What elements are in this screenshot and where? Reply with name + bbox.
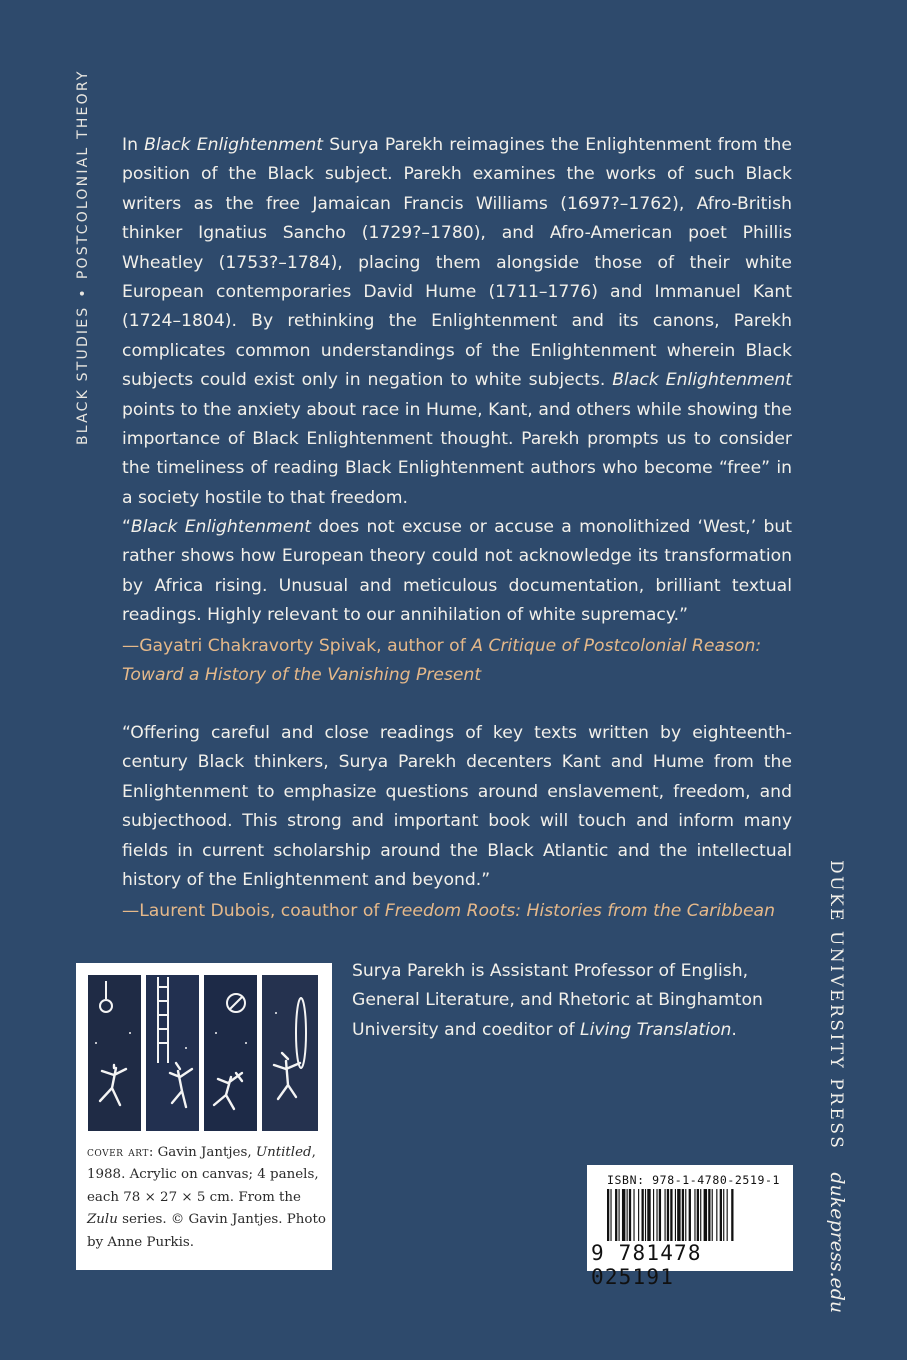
barcode-bar [607, 1189, 609, 1241]
barcode-bars [591, 1189, 789, 1243]
barcode-bar [704, 1189, 707, 1241]
book-title: Black Enlightenment [612, 370, 792, 391]
barcode-bar [629, 1189, 631, 1241]
quote-text: does not excuse or accuse a monolithized ‘West,’ but rather shows how European theory could not acknowledge its transformation by Africa rising. Unusual and meticulous documentation, brilliant textual readings. Highly relevant to our annihilation of white supremacy.” [122, 517, 792, 626]
barcode-bar [700, 1189, 701, 1241]
cover-art-caption [87, 1142, 327, 1254]
isbn-label: ISBN: 978-1-4780-2519-1 [607, 1173, 781, 1187]
barcode-bar [697, 1189, 699, 1241]
series-name: Zulu [87, 1212, 118, 1228]
isbn-barcode [587, 1165, 793, 1289]
bio-work-title: Living Translation [580, 1019, 732, 1040]
barcode-bar [656, 1189, 657, 1241]
barcode-bar [622, 1189, 625, 1241]
barcode-bar [610, 1189, 611, 1241]
publisher-name: DUKE UNIVERSITY PRESS [826, 860, 846, 1151]
cover-art-label: cover art [87, 1145, 149, 1160]
barcode-bar [653, 1189, 654, 1241]
book-title: Black Enlightenment [130, 517, 311, 537]
book-title: Black Enlightenment [144, 135, 324, 155]
barcode-bar [659, 1189, 661, 1241]
category-separator: • [75, 287, 91, 298]
barcode-bar [708, 1189, 710, 1241]
barcode-bar [638, 1189, 639, 1241]
barcode-bar [723, 1189, 724, 1241]
quote-author-work: Freedom Roots: Histories from the Caribbean [384, 901, 775, 921]
bio-text: Surya Parekh is Assistant Professor of English, General Literature, and Rhetoric at Binghamton University and coeditor of [352, 961, 763, 1040]
barcode-digits: 9 781478 025191 [591, 1241, 702, 1289]
barcode-bar [731, 1189, 733, 1241]
book-description [122, 131, 792, 513]
barcode-bar [727, 1189, 728, 1241]
description-part-2: points to the anxiety about race in Hume, Kant, and others while showing the importance of Black Enlightenment thought. Parekh prompts us to consider the timeliness of reading Black Enlightenment authors who become “free” in a society hostile to that freedom. [122, 399, 792, 508]
barcode-bar [645, 1189, 646, 1241]
quote-mark: “ [122, 517, 131, 537]
barcode-bar [675, 1189, 676, 1241]
endorsement-attribution-1 [122, 632, 802, 691]
barcode-bar [633, 1189, 634, 1241]
cover-art-image [86, 973, 322, 1133]
spine-right [815, 860, 859, 1314]
barcode-bar [682, 1189, 684, 1241]
caption-text: : Gavin Jantjes, [148, 1145, 256, 1160]
barcode-bar [685, 1189, 686, 1241]
barcode-bar [627, 1189, 628, 1241]
caption-text: series. © Gavin Jantjes. Photo by Anne Purkis. [87, 1212, 326, 1250]
bio-end: . [731, 1019, 737, 1040]
caption-text: , 1988. Acrylic on canvas; 4 panels, each 78 × 27 × 5 cm. From the [87, 1145, 319, 1205]
quote-author: —Gayatri Chakravorty Spivak, author of [122, 636, 472, 656]
endorsement-attribution-2 [122, 897, 802, 926]
description-part-1: Surya Parekh reimagines the Enlightenment from the position of the Black subject. Parekh examines the works of such Black writers as the free Jamaican Francis Williams (1697?–1762), Afro-British thinker Ignatius Sancho (1729?–1780), and Afro-American poet Phillis Wheatley (1753?–1784), placing them alongside those of their white European contemporaries David Hume (1711–1776) and Immanuel Kant (1724–1804). By rethinking the Enlightenment and its canons, Parekh complicates common understandings of the Enlightenment wherein Black subjects could exist only in negation to white subjects. [122, 135, 792, 391]
category-postcolonial-theory: POSTCOLONIAL THEORY [75, 69, 91, 280]
barcode-bar [647, 1189, 650, 1241]
quote-author: —Laurent Dubois, coauthor of [122, 901, 385, 921]
barcode-bar [712, 1189, 713, 1241]
barcode-bar [716, 1189, 717, 1241]
barcode-bar [619, 1189, 620, 1241]
barcode-bar [694, 1189, 695, 1241]
barcode-bar [670, 1189, 672, 1241]
description-intro: In [122, 135, 145, 155]
author-bio [352, 957, 792, 1045]
barcode-bar [665, 1189, 666, 1241]
cover-art-card [76, 963, 332, 1270]
endorsement-quote-1 [122, 513, 792, 631]
barcode-bar [677, 1189, 680, 1241]
barcode-bar [689, 1189, 691, 1241]
publisher-url: dukepress.edu [826, 1172, 848, 1314]
barcode-bar [642, 1189, 644, 1241]
artwork-title: Untitled [255, 1145, 312, 1160]
quote-author-work: A Critique of Postcolonial Reason: Toward a History of the Vanishing Present [122, 636, 762, 686]
barcode-bar [720, 1189, 722, 1241]
spine-left [68, 55, 98, 445]
quote-text: “Offering careful and close readings of key texts written by eighteenth-century Black thinkers, Surya Parekh decenters Kant and Hume from the Enlightenment to emphasize questions around enslavement, freedom, and subjecthood. This strong and important book will touch and inform many fields in current scholarship around the Black Atlantic and the intellectual history of the Enlightenment and beyond.” [122, 723, 792, 891]
barcode-bar [615, 1189, 617, 1241]
endorsement-quote-2 [122, 719, 792, 895]
category-black-studies: BLACK STUDIES [75, 305, 91, 445]
barcode-bar [667, 1189, 669, 1241]
